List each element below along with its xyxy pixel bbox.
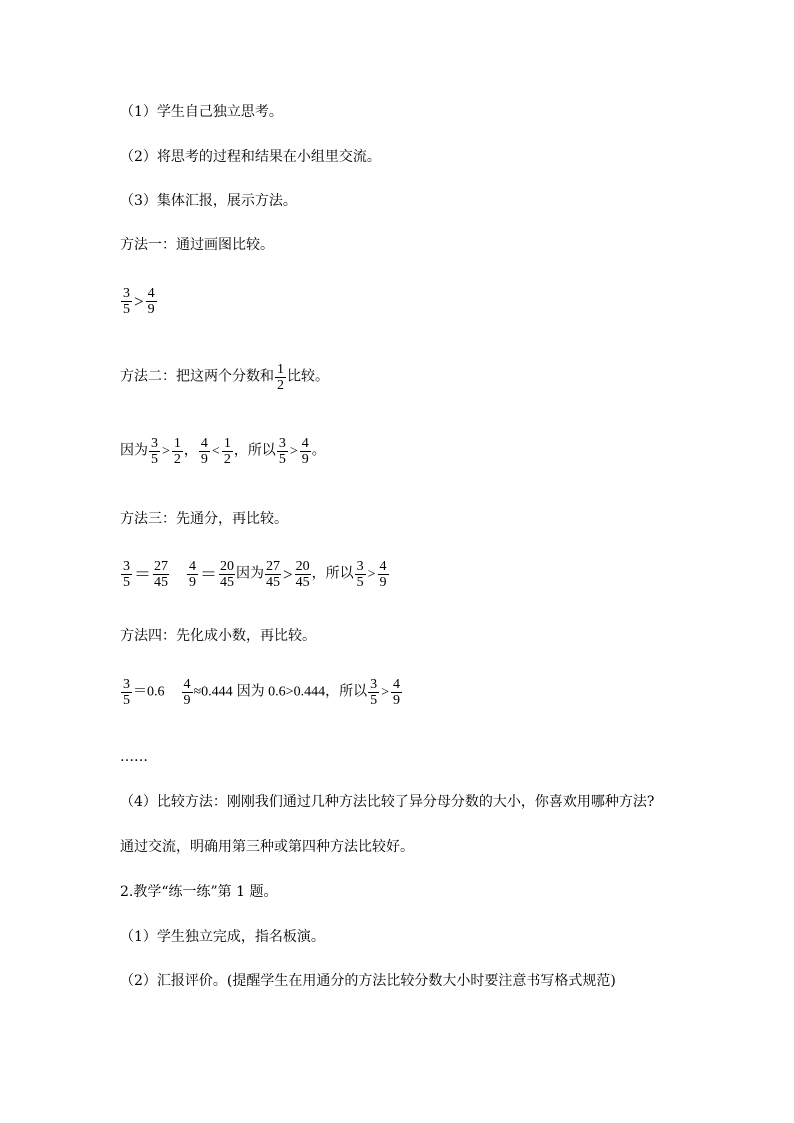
step-4: （4）比较方法：刚刚我们通过几种方法比较了异分母分数的大小，你喜欢用哪种方法? [120,794,655,810]
fraction-27-45: $\frac{27}{45}$ [266,559,280,590]
fraction-4-9: $\frac{4}{9}$ [183,677,191,708]
step-1: （1）学生自己独立思考。 [120,104,283,120]
fraction-4-9: $\frac{4}{9}$ [393,677,400,708]
practice-step-1: （1）学生独立完成，指名板演。 [120,929,325,945]
fraction-3-5: $\frac{3}{5}$ [151,436,158,467]
step-3: （3）集体汇报，展示方法。 [120,193,297,209]
fraction-1-2: $\frac{1}{2}$ [223,436,231,467]
fraction-3-5: $\frac{3}{5}$ [123,286,130,317]
method-2-title: 方法二：把这两个分数和 $\frac{1}{2}$ 比较。 [120,362,329,393]
section-2-heading: 2.教学“练一练”第 1 题。 [120,884,278,900]
fraction-1-2: $\frac{1}{2}$ [277,362,284,393]
fraction-3-5: $\frac{3}{5}$ [356,559,364,590]
fraction-20-45: $\frac{20}{45}$ [295,559,310,590]
method-3-expression: $\frac{3}{5}$ ＝ $\frac{27}{45}$ $\frac{4}{9}$ ＝ $\frac{20}{45}$ 因为 $\frac{27}{45}$ > $\frac{20}{45}$ ，所以 $\frac{3}{5}$ > $\frac{4}{9}$ [123,559,387,590]
method-4-title: 方法四：先化成小数，再比较。 [120,628,316,644]
fraction-3-5: $\frac{3}{5}$ [370,677,378,708]
fraction-4-9: $\frac{4}{9}$ [301,436,309,467]
fraction-3-5: $\frac{3}{5}$ [123,559,130,590]
fraction-3-5: $\frac{3}{5}$ [123,677,130,708]
greater-than: > [134,291,144,311]
fraction-4-9: $\frac{4}{9}$ [200,436,208,467]
conclusion: 通过交流，明确用第三种或第四种方法比较好。 [120,839,414,855]
method-1-title: 方法一：通过画图比较。 [120,237,274,253]
fraction-4-9: $\frac{4}{9}$ [189,559,196,590]
fraction-1-2: $\frac{1}{2}$ [173,436,181,467]
ellipsis: …… [120,749,148,765]
method-2-reasoning: 因为 $\frac{3}{5}$ > $\frac{1}{2}$ ， $\frac{4}{9}$ < $\frac{1}{2}$ ，所以 $\frac{3}{5}$ > $\frac{4}{9}$ 。 [120,436,326,467]
method-3-title: 方法三：先通分，再比较。 [120,511,288,527]
fraction-4-9: $\frac{4}{9}$ [379,559,387,590]
fraction-20-45: $\frac{20}{45}$ [220,559,234,590]
practice-step-2: （2）汇报评价。(提醒学生在用通分的方法比较分数大小时要注意书写格式规范) [120,973,616,989]
method-4-expression: $\frac{3}{5}$ ＝0.6 $\frac{4}{9}$ ≈0.444 因为 0.6>0.444，所以 $\frac{3}{5}$ > $\frac{4}{9}$ [123,677,400,708]
fraction-3-5: $\frac{3}{5}$ [278,436,286,467]
step-2: （2）将思考的过程和结果在小组里交流。 [120,149,381,165]
fraction-27-45: $\frac{27}{45}$ [154,559,168,590]
method-1-expression [120,286,158,317]
fraction-4-9: $\frac{4}{9}$ [147,286,155,317]
